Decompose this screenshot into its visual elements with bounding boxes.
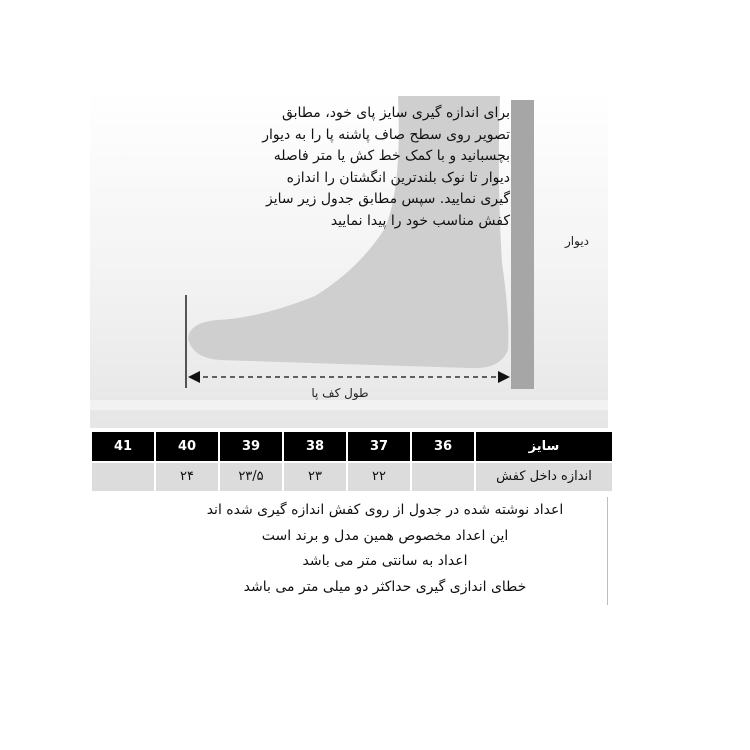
notes — [180, 498, 590, 600]
note-line: این اعداد مخصوص همین مدل و برند است — [261, 527, 509, 544]
note-line: اعداد نوشته شده در جدول از روی کفش اندازه گیری شده اند — [206, 502, 564, 518]
arrow-right-icon — [498, 371, 510, 383]
inner-length-cell: ۲۴ — [156, 463, 218, 492]
arrow-left-icon — [188, 371, 200, 383]
wall-label: دیوار — [564, 234, 589, 248]
instruction-line: تصویر روی سطح صاف پاشنه پا را به دیوار — [262, 126, 510, 143]
size-cell: 37 — [348, 432, 410, 461]
instruction-line: کفش مناسب خود را پیدا نمایید — [330, 212, 510, 229]
inner-length-label: اندازه داخل کفش — [476, 463, 612, 492]
instruction-line: دیوار تا نوک بلندترین انگشتان را اندازه — [286, 169, 510, 186]
inner-length-cell: ۲۳ — [284, 463, 346, 492]
foot-length-label: طول کف پا — [311, 386, 369, 400]
wall — [511, 100, 534, 389]
note-line: اعداد به سانتی متر می باشد — [302, 553, 468, 569]
inner-length-row — [92, 463, 612, 492]
size-table — [90, 430, 614, 493]
instruction-line: گیری نمایید. سپس مطابق جدول زیر سایز — [265, 191, 510, 207]
size-header-row — [92, 432, 612, 461]
size-header-label: سایز — [476, 432, 612, 461]
size-cell: 41 — [92, 432, 154, 461]
size-cell: 39 — [220, 432, 282, 461]
inner-length-cell — [412, 463, 474, 492]
inner-length-cell: ۲۳/۵ — [220, 463, 282, 492]
divider — [607, 497, 608, 605]
size-cell: 36 — [412, 432, 474, 461]
instruction-line: بچسبانید و با کمک خط کش یا متر فاصله — [273, 148, 510, 164]
size-cell: 38 — [284, 432, 346, 461]
note-line: خطای اندازی گیری حداکثر دو میلی متر می باشد — [243, 578, 527, 595]
inner-length-cell — [92, 463, 154, 492]
size-cell: 40 — [156, 432, 218, 461]
instruction-line: برای اندازه گیری سایز پای خود، مطابق — [281, 105, 510, 121]
inner-length-cell: ۲۲ — [348, 463, 410, 492]
floor — [90, 400, 608, 410]
measurement-instructions — [96, 103, 510, 232]
